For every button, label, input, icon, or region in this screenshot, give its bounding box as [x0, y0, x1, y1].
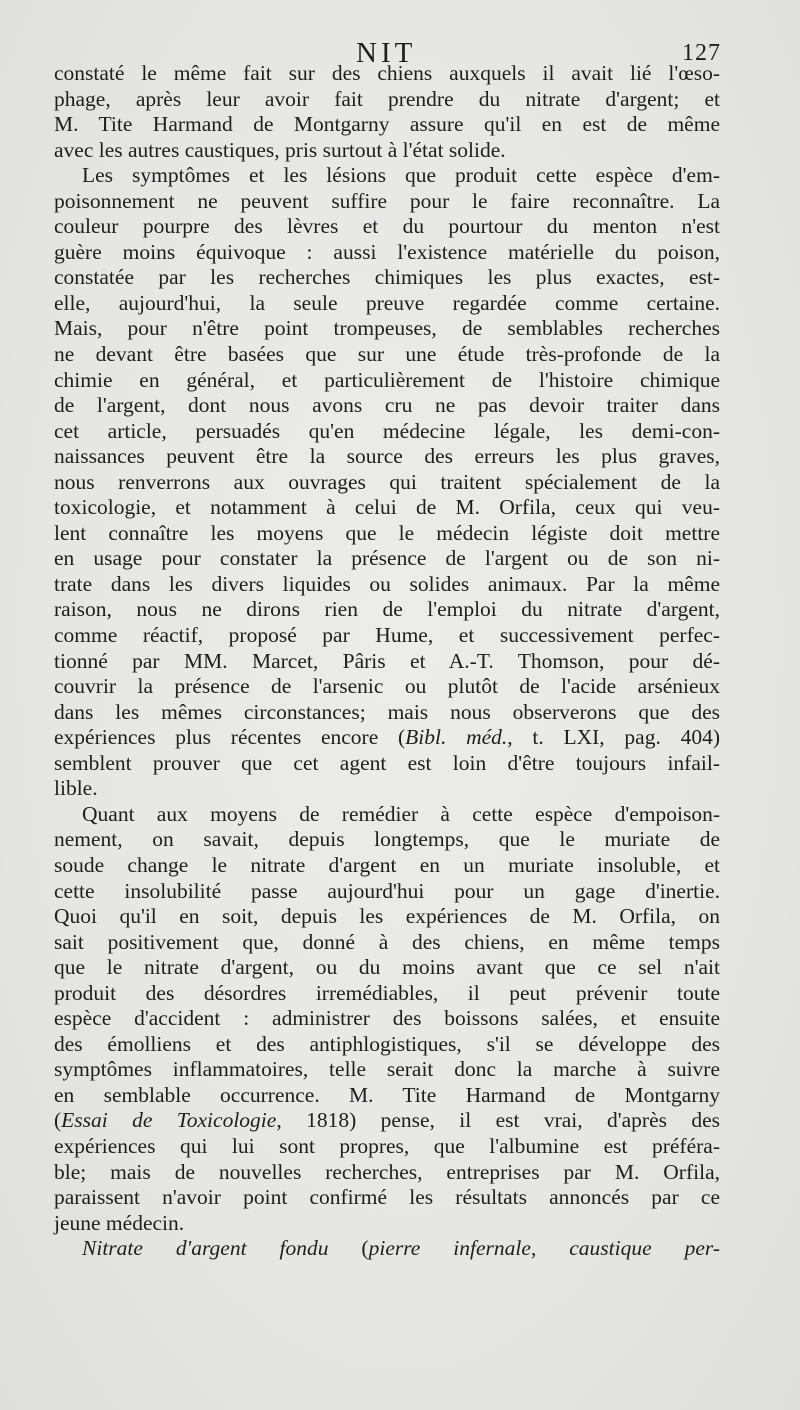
text-line: lent connaître les moyens que le médecin légiste doit mettre — [54, 520, 720, 545]
text-line: trate dans les divers liquides ou solides animaux. Par la même — [54, 571, 720, 596]
text-line: Mais, pour n'être point trompeuses, de semblables recherches — [54, 316, 720, 341]
text-line: cet article, persuadés qu'en médecine légale, les demi-con- — [54, 418, 720, 443]
entry-synonym-2: caustique per- — [569, 1236, 721, 1261]
entry-line — [54, 1236, 720, 1262]
text-line: couleur pourpre des lèvres et du pourtour du menton n'est — [54, 214, 720, 239]
page-number: 127 — [682, 40, 721, 66]
essai-title: Essai de Toxicologie — [61, 1108, 277, 1133]
text-line: ble; mais de nouvelles recherches, entreprises par M. Orfila, — [54, 1159, 720, 1184]
running-head-title: NIT — [356, 37, 417, 69]
paragraph-3 — [54, 802, 720, 1236]
text-line: constatée par les recherches chimiques les plus exactes, est- — [54, 265, 720, 290]
text-line: soude change le nitrate d'argent en un muriate insoluble, et — [54, 852, 720, 877]
text-line: de l'argent, dont nous avons cru ne pas devoir traiter dans — [54, 393, 720, 418]
text-line: cette insolubilité passe aujourd'hui pour un gage d'inertie. — [54, 878, 720, 903]
paragraph-1 — [54, 61, 720, 163]
text-line: semblent prouver que cet agent est loin d'être toujours infail- — [54, 750, 720, 775]
citation-journal: Bibl. méd. — [405, 725, 508, 750]
text-line: en usage pour constater la présence de l'argent ou de son ni- — [54, 546, 720, 571]
entry-synonym-1: pierre infernale — [368, 1236, 531, 1261]
text-line: Les symptômes et les lésions que produit cette espèce d'em- — [82, 163, 720, 188]
text-line: comme réactif, proposé par Hume, et successivement perfec- — [54, 623, 720, 648]
text-line: toxicologie, et notamment à celui de M. Orfila, ceux qui veu- — [54, 495, 720, 520]
text-line: couvrir la présence de l'arsenic ou plutôt de l'acide arsénieux — [54, 674, 720, 699]
text-line: Quant aux moyens de remédier à cette espèce d'empoison- — [82, 801, 720, 826]
text-line: poisonnement ne peuvent suffire pour le faire reconnaître. La — [54, 188, 720, 213]
text-line: sait positivement que, donné à des chiens, en même temps — [54, 929, 720, 954]
text-line: guère moins équivoque : aussi l'existence matérielle du poison, — [54, 239, 720, 264]
citation-line — [54, 725, 720, 751]
text-line: chimie en général, et particulièrement de l'histoire chimique — [54, 367, 720, 392]
text-line: paraissent n'avoir point confirmé les résultats annoncés par ce — [54, 1185, 720, 1210]
body-text — [54, 61, 720, 1262]
citation-before: expériences plus récentes encore ( — [54, 725, 406, 750]
text-line: Quoi qu'il en soit, depuis les expériences de M. Orfila, on — [54, 904, 720, 929]
citation-after: , t. LXI, pag. 404) — [507, 725, 720, 750]
entry-sep: , — [530, 1236, 570, 1261]
text-line: constaté le même fait sur des chiens auxquels il avait lié l'œso- — [54, 61, 720, 85]
essai-open: ( — [54, 1108, 62, 1133]
essai-line — [54, 1108, 720, 1134]
text-line: symptômes inflammatoires, telle serait donc la marche à suivre — [54, 1057, 720, 1082]
text-line: dans les mêmes circonstances; mais nous observerons que des — [54, 699, 720, 724]
text-line: expériences qui lui sont propres, que l'albumine est préféra- — [54, 1133, 720, 1158]
entry-term: Nitrate d'argent fondu — [82, 1236, 329, 1261]
text-line: raison, nous ne dirons rien de l'emploi du nitrate d'argent, — [54, 597, 720, 622]
text-line: en semblable occurrence. M. Tite Harmand de Montgarny — [54, 1082, 720, 1107]
paragraph-2 — [54, 163, 720, 802]
text-line: M. Tite Harmand de Montgarny assure qu'il en est de même — [54, 112, 720, 137]
text-line: elle, aujourd'hui, la seule preuve regardée comme certaine. — [54, 290, 720, 315]
text-line: tionné par MM. Marcet, Pâris et A.-T. Thomson, pour dé- — [54, 648, 720, 673]
entry-paren: ( — [328, 1236, 369, 1261]
text-line: nous renverrons aux ouvrages qui traitent spécialement de la — [54, 469, 720, 494]
entry-heading-line — [54, 1236, 720, 1262]
essai-after: , 1818) pense, il est vrai, d'après des — [276, 1108, 721, 1133]
text-line: phage, après leur avoir fait prendre du nitrate d'argent; et — [54, 86, 720, 111]
text-line: jeune médecin. — [54, 1210, 185, 1235]
text-line: des émolliens et des antiphlogistiques, s'il se développe des — [54, 1031, 720, 1056]
text-line: que le nitrate d'argent, ou du moins avant que ce sel n'ait — [54, 955, 720, 980]
text-line: espèce d'accident : administrer des boissons salées, et ensuite — [54, 1006, 720, 1031]
text-line: lible. — [54, 776, 98, 801]
text-line: ne devant être basées que sur une étude très-profonde de la — [54, 342, 720, 367]
text-line: nement, on savait, depuis longtemps, que le muriate de — [54, 827, 720, 852]
text-line: naissances peuvent être la source des erreurs les plus graves, — [54, 444, 720, 469]
text-line: produit des désordres irremédiables, il peut prévenir toute — [54, 980, 720, 1005]
text-line: avec les autres caustiques, pris surtout à l'état solide. — [54, 137, 506, 162]
